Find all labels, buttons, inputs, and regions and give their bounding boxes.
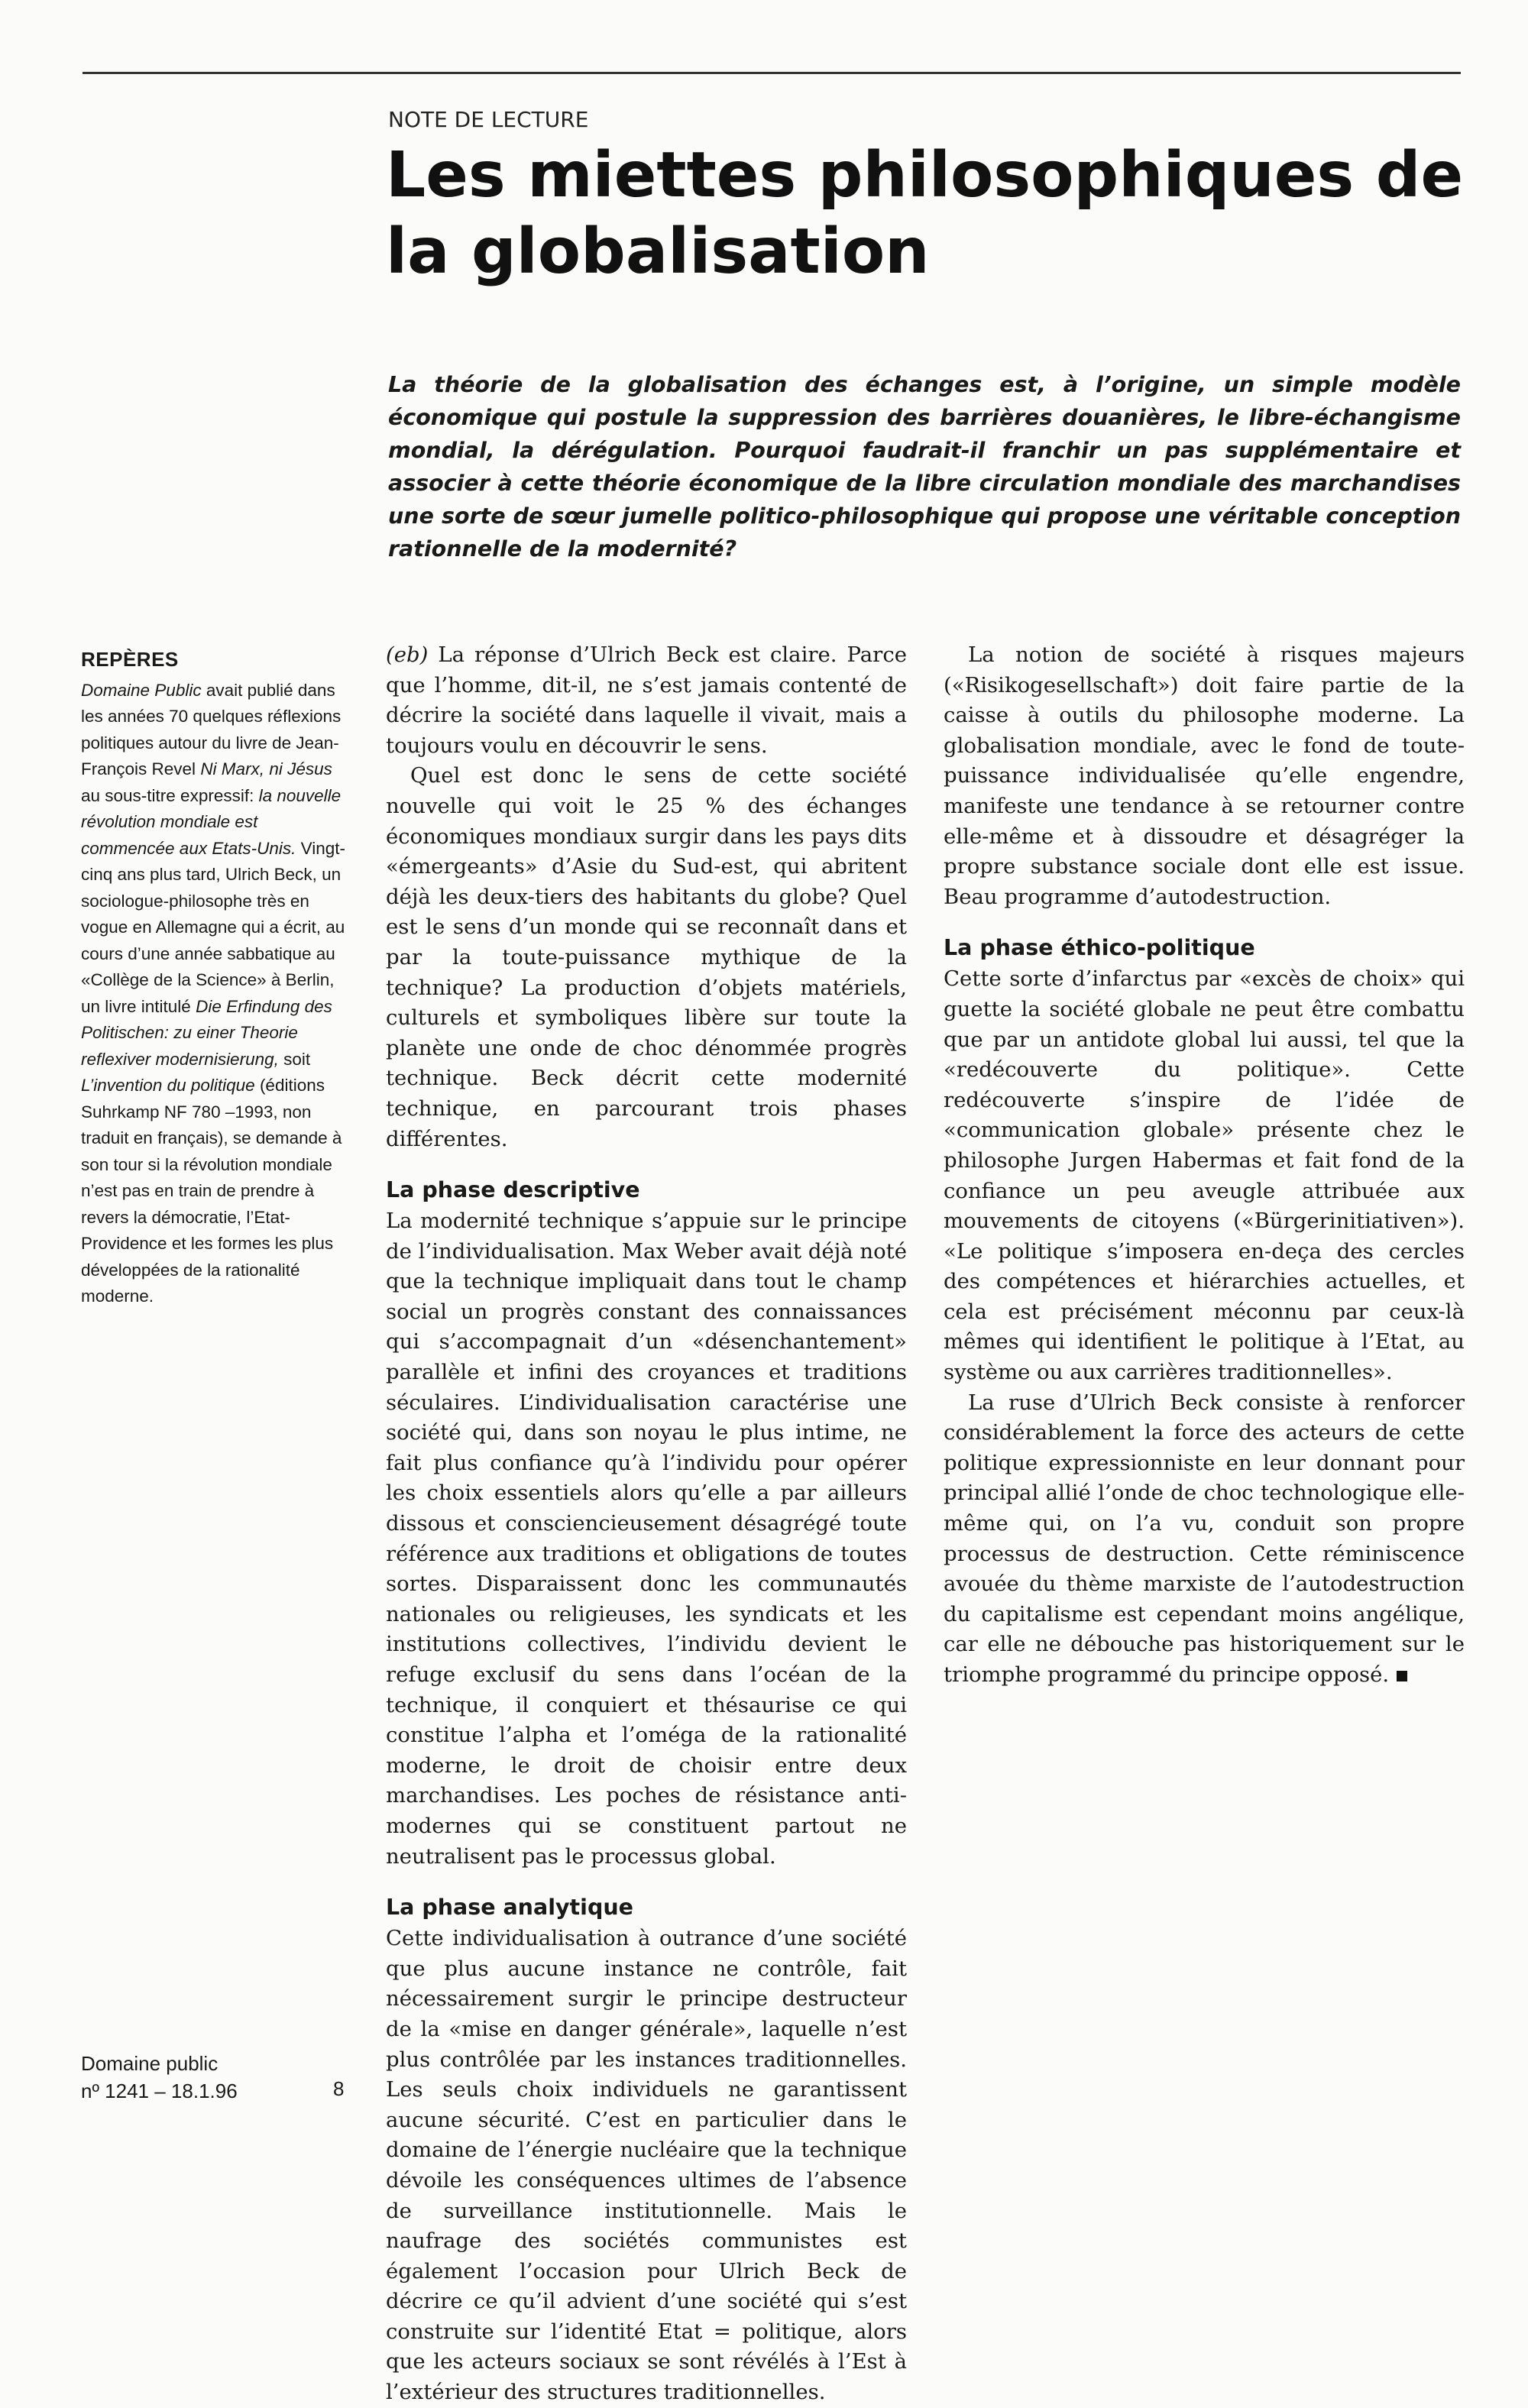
sidebar-text: Domaine Public avait publié dans les années 70 quelques réflexions politiques autour du livre de Jean-François Revel Ni Marx, ni Jésus au sous-titre expressif: la nouvelle révolution mondiale est commencée aux Etats-Unis. Vingt-cinq ans plus tard, Ulrich Beck, un sociologue-philosophe très en vogue en Allemagne qui a écrit, au cours d’une année sabbatique au «Collège de la Science» à Berlin, un livre intitulé Die Erfindung des Politischen: zu einer Theorie reflexiver modernisierung, soit L’invention du politique (éditions Suhrkamp NF 780 –1993, non traduit en français), se demande à son tour si la révolution mondiale n’est pas en train de prendre à revers la démocratie, l’Etat-Providence et les formes les plus développées de la rationalité moderne. [81, 680, 345, 1306]
end-of-article-mark [1397, 1671, 1407, 1681]
article-title: Les miettes philosophiques de la globalisation [386, 139, 1464, 288]
body-paragraph: Quel est donc le sens de cette société nouvelle qui voit le 25 % des échanges économiques mondiaux surgir dans les pays dits «émergeants» d’Asie du Sud-est, qui abritent déjà les deux-tiers des habitants du globe? Quel est le sens d’un monde qui se reconnaît dans et par la toute-puissance mythique de la technique? La production d’objets matériels, culturels et symboliques libère sur toute la planète une onde de choc dénommée progrès technique. Beck décrit cette modernité technique, en parcourant trois phases différentes. [386, 763, 907, 1151]
body-paragraph: (eb) La réponse d’Ulrich Beck est claire. Parce que l’homme, dit-il, ne s’est jamais contenté de décrire la société dans laquelle il vivait, mais a toujours voulu en découvrir le sens. [386, 642, 907, 758]
section-heading-descriptive: La phase descriptive [386, 1177, 640, 1203]
top-rule [83, 72, 1461, 74]
article-column-2 [944, 640, 1465, 1691]
article-column-1 [386, 640, 907, 2408]
body-paragraph: La notion de société à risques majeurs («Risikogesellschaft») doit faire partie de la caisse à outils du philosophe moderne. La globalisation mondiale, avec le fond de toute-puissance individualisée qu’elle engendre, manifeste une tendance à se retourner contre elle-même et à dissoudre et désagréger la propre substance sociale dont elle est issue. Beau programme d’autodestruction. [944, 642, 1465, 909]
footer-issue: nº 1241 – 18.1.96 [81, 2079, 238, 2102]
sidebar-reperes [81, 646, 348, 1310]
article-lead: La théorie de la globalisation des échanges est, à l’origine, un simple modèle économique qui postule la suppression des barrières douanières, le libre-échangisme mondial, la dérégulation. Pourquoi faudrait-il franchir un pas supplémentaire et associer à cette théorie économique de la libre circulation mondiale des marchandises une sorte de sœur jumelle politico-philosophique qui propose une véritable conception rationnelle de la modernité? [388, 372, 1461, 562]
footer-publication: Domaine public [81, 2052, 219, 2075]
section-heading-analytique: La phase analytique [386, 1895, 633, 1921]
sidebar-heading: REPÈRES [81, 648, 179, 671]
section-heading-ethico-politique: La phase éthico-politique [944, 935, 1255, 961]
body-paragraph: La modernité technique s’appuie sur le principe de l’individualisation. Max Weber avait déjà noté que la technique impliquait dans tout le champ social un progrès constant des connaissances qui s’accompagnait d’un «désenchantement» parallèle et infini des croyances et traditions séculaires. L’individualisation caractérise une société qui, dans son noyau le plus intime, ne fait plus confiance qu’à l’individu pour opérer les choix essentiels alors qu’elle a par ailleurs dissous et consciencieusement désagrégé toute référence aux traditions et obligations de toutes sortes. Disparaissent donc les communautés nationales ou religieuses, les syndicats et les institutions collectives, l’individu devient le refuge exclusif du sens dans l’océan de la technique, il conquiert et thésaurise ce qui constitue l’alpha et l’oméga de la rationalité moderne, le droit de choisir entre deux marchandises. Les poches de résistance anti-modernes qui se constituent partout ne neutralisent pas le processus global. [386, 1209, 907, 1869]
author-initials: (eb) [386, 642, 429, 667]
body-paragraph: La ruse d’Ulrich Beck consiste à renforcer considérablement la force des acteurs de cette politique expressionniste en leur donnant pour principal allié l’onde de choc technologique elle-même qui, on l’a vu, conduit son propre processus de destruction. Cette réminiscence avouée du thème marxiste de l’autodestruction du capitalisme est cependant moins angélique, car elle ne débouche pas historiquement sur le triomphe programmé du principe opposé. [944, 1390, 1465, 1687]
section-kicker: NOTE DE LECTURE [388, 107, 589, 132]
body-paragraph: Cette sorte d’infarctus par «excès de choix» qui guette la société globale ne peut être combattu que par un antidote global lui aussi, tel que la «redécouverte du politique». Cette redécouverte s’inspire de l’idée de «communication globale» présente chez le philosophe Jurgen Habermas et fait fond de la confiance un peu aveugle attribuée aux mouvements de citoyens («Bürgerinitiativen»). «Le politique s’imposera en-deça des cercles des compétences et hiérarchies actuelles, et cela est précisément méconnu par ceux-là mêmes qui identifient le politique à l’Etat, au système ou aux carrières traditionnelles». [944, 966, 1465, 1385]
page-number: 8 [333, 2077, 345, 2100]
body-paragraph: Cette individualisation à outrance d’une société que plus aucune instance ne contrôle, fait nécessairement surgir le principe destructeur de la «mise en danger générale», laquelle n’est plus contrôlée par les instances traditionnelles. Les seuls choix individuels ne garantissent aucune sécurité. C’est en particulier dans le domaine de l’énergie nucléaire que la technique dévoile les conséquences ultimes de l’absence de surveillance institutionnelle. Mais le naufrage des sociétés communistes est également l’occasion pour Ulrich Beck de décrire ce qu’il advient d’une société qui s’est construite sur l’identité Etat = politique, alors que les acteurs sociaux se sont révélés à l’Est à l’extérieur des structures traditionnelles. [386, 1926, 907, 2405]
page-footer [81, 2050, 356, 2105]
